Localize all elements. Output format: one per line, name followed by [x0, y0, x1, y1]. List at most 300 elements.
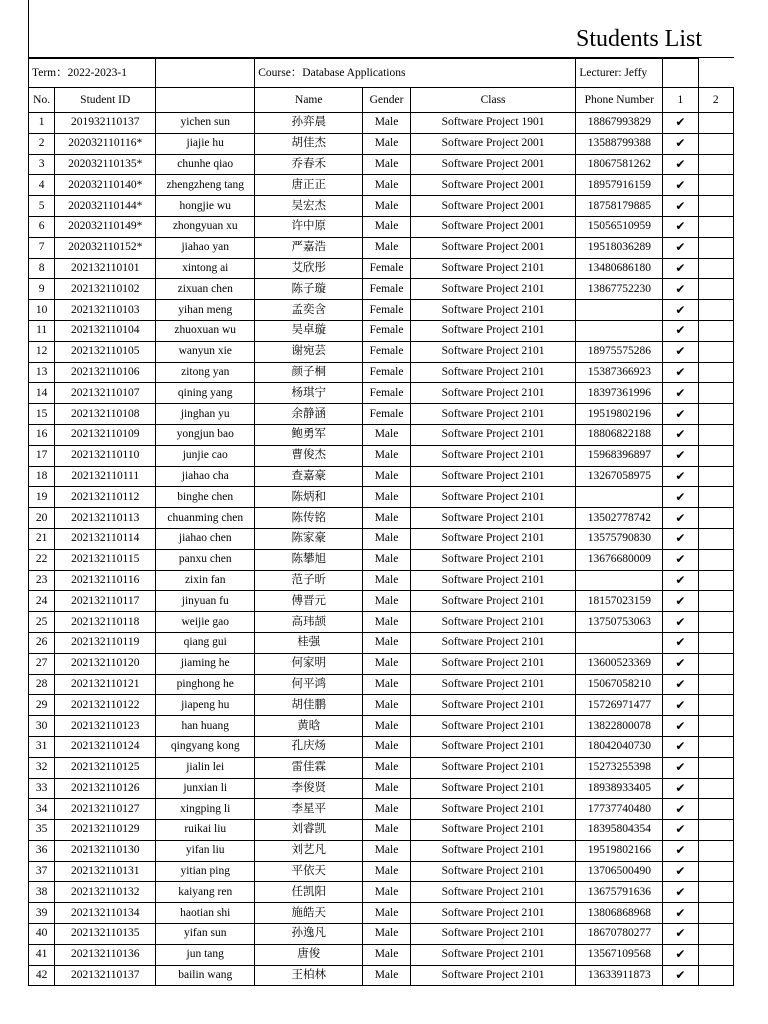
row-no-cell: 36 — [29, 840, 55, 861]
phone-cell: 18938933405 — [576, 778, 663, 799]
phone-cell: 13867752230 — [576, 279, 663, 300]
session-2-cell — [698, 341, 733, 362]
student-id-cell: 202132110110 — [55, 445, 156, 466]
name-cell: 陈攀旭 — [255, 549, 363, 570]
student-id-cell: 202132110136 — [55, 944, 156, 965]
check-icon: ✔ — [663, 965, 698, 986]
session-2-cell — [698, 612, 733, 633]
header-pinyin — [156, 88, 255, 113]
class-cell: Software Project 2101 — [410, 840, 576, 861]
name-cell: 黄晗 — [255, 716, 363, 737]
row-no-cell: 4 — [29, 175, 55, 196]
gender-cell: Male — [363, 133, 410, 154]
pinyin-name-cell: zhengzheng tang — [156, 175, 255, 196]
phone-cell: 15056510959 — [576, 216, 663, 237]
table-row — [29, 882, 734, 903]
session-2-cell — [698, 799, 733, 820]
class-cell: Software Project 2101 — [410, 341, 576, 362]
student-id-cell: 202132110104 — [55, 320, 156, 341]
student-id-cell: 202132110131 — [55, 861, 156, 882]
class-cell: Software Project 2001 — [410, 237, 576, 258]
gender-cell: Male — [363, 612, 410, 633]
name-cell: 查嘉豪 — [255, 466, 363, 487]
session-2-cell — [698, 424, 733, 445]
row-no-cell: 1 — [29, 113, 55, 134]
gender-cell: Female — [363, 341, 410, 362]
student-id-cell: 202132110132 — [55, 882, 156, 903]
class-cell: Software Project 2101 — [410, 653, 576, 674]
gender-cell: Male — [363, 445, 410, 466]
name-cell: 颜子桐 — [255, 362, 363, 383]
session-2-cell — [698, 320, 733, 341]
student-id-cell: 202132110134 — [55, 903, 156, 924]
session-2-cell — [698, 113, 733, 134]
name-cell: 孙逸凡 — [255, 924, 363, 945]
student-id-cell: 202132110130 — [55, 840, 156, 861]
class-cell: Software Project 2101 — [410, 591, 576, 612]
student-id-cell: 202132110123 — [55, 716, 156, 737]
session-2-cell — [698, 362, 733, 383]
row-no-cell: 13 — [29, 362, 55, 383]
class-cell: Software Project 1901 — [410, 113, 576, 134]
table-row — [29, 113, 734, 134]
gender-cell: Male — [363, 674, 410, 695]
session-2-cell — [698, 778, 733, 799]
meta-row — [29, 59, 734, 88]
table-row — [29, 258, 734, 279]
header-session-1: 1 — [663, 88, 698, 113]
pinyin-name-cell: jinyuan fu — [156, 591, 255, 612]
gender-cell: Female — [363, 279, 410, 300]
check-icon: ✔ — [663, 612, 698, 633]
phone-cell — [576, 487, 663, 508]
session-2-cell — [698, 549, 733, 570]
table-row — [29, 944, 734, 965]
check-icon: ✔ — [663, 383, 698, 404]
table-row — [29, 861, 734, 882]
name-cell: 桂强 — [255, 632, 363, 653]
name-cell: 鲍勇军 — [255, 424, 363, 445]
name-cell: 李星平 — [255, 799, 363, 820]
student-id-cell: 201932110137 — [55, 113, 156, 134]
session-2-cell — [698, 903, 733, 924]
check-icon: ✔ — [663, 320, 698, 341]
row-no-cell: 3 — [29, 154, 55, 175]
check-icon: ✔ — [663, 695, 698, 716]
pinyin-name-cell: yifan sun — [156, 924, 255, 945]
pinyin-name-cell: yifan liu — [156, 840, 255, 861]
row-no-cell: 7 — [29, 237, 55, 258]
pinyin-name-cell: zixuan chen — [156, 279, 255, 300]
gender-cell: Male — [363, 113, 410, 134]
term-cell: Term：2022-2023-1 — [29, 59, 156, 88]
session-2-cell — [698, 965, 733, 986]
pinyin-name-cell: xintong ai — [156, 258, 255, 279]
phone-cell: 13806868968 — [576, 903, 663, 924]
name-cell: 陈传铭 — [255, 508, 363, 529]
check-icon: ✔ — [663, 216, 698, 237]
name-cell: 孟奕含 — [255, 300, 363, 321]
title-row — [28, 0, 734, 58]
gender-cell: Male — [363, 549, 410, 570]
student-id-cell: 202132110101 — [55, 258, 156, 279]
name-cell: 陈炳和 — [255, 487, 363, 508]
table-row — [29, 404, 734, 425]
table-row — [29, 653, 734, 674]
phone-cell: 13502778742 — [576, 508, 663, 529]
class-cell: Software Project 2101 — [410, 674, 576, 695]
pinyin-name-cell: junxian li — [156, 778, 255, 799]
check-icon: ✔ — [663, 113, 698, 134]
student-id-cell: 202032110116* — [55, 133, 156, 154]
gender-cell: Male — [363, 716, 410, 737]
phone-cell: 18975575286 — [576, 341, 663, 362]
check-icon: ✔ — [663, 237, 698, 258]
class-cell: Software Project 2101 — [410, 487, 576, 508]
class-cell: Software Project 2101 — [410, 549, 576, 570]
meta-empty-cell — [698, 59, 733, 88]
class-cell: Software Project 2001 — [410, 133, 576, 154]
class-cell: Software Project 2101 — [410, 965, 576, 986]
pinyin-name-cell: haotian shi — [156, 903, 255, 924]
header-session-2: 2 — [698, 88, 733, 113]
pinyin-name-cell: bailin wang — [156, 965, 255, 986]
name-cell: 何家明 — [255, 653, 363, 674]
session-2-cell — [698, 528, 733, 549]
table-row — [29, 965, 734, 986]
gender-cell: Male — [363, 570, 410, 591]
pinyin-name-cell: xingping li — [156, 799, 255, 820]
student-id-cell: 202132110125 — [55, 757, 156, 778]
student-id-cell: 202132110111 — [55, 466, 156, 487]
session-2-cell — [698, 445, 733, 466]
header-no: No. — [29, 88, 55, 113]
session-2-cell — [698, 924, 733, 945]
check-icon: ✔ — [663, 466, 698, 487]
student-id-cell: 202132110121 — [55, 674, 156, 695]
student-id-cell: 202032110140* — [55, 175, 156, 196]
session-2-cell — [698, 882, 733, 903]
gender-cell: Male — [363, 237, 410, 258]
check-icon: ✔ — [663, 861, 698, 882]
pinyin-name-cell: chuanming chen — [156, 508, 255, 529]
student-id-cell: 202132110103 — [55, 300, 156, 321]
session-2-cell — [698, 570, 733, 591]
phone-cell — [576, 300, 663, 321]
session-2-cell — [698, 487, 733, 508]
phone-cell: 18670780277 — [576, 924, 663, 945]
row-no-cell: 28 — [29, 674, 55, 695]
session-2-cell — [698, 196, 733, 217]
pinyin-name-cell: jiapeng hu — [156, 695, 255, 716]
student-id-cell: 202132110102 — [55, 279, 156, 300]
pinyin-name-cell: ruikai liu — [156, 820, 255, 841]
class-cell: Software Project 2101 — [410, 383, 576, 404]
phone-cell: 15726971477 — [576, 695, 663, 716]
student-id-cell: 202132110109 — [55, 424, 156, 445]
lecturer-cell: Lecturer: Jeffy — [576, 59, 663, 88]
phone-cell: 13750753063 — [576, 612, 663, 633]
course-cell: Course：Database Applications — [255, 59, 576, 88]
class-cell: Software Project 2101 — [410, 300, 576, 321]
table-row — [29, 362, 734, 383]
check-icon: ✔ — [663, 487, 698, 508]
session-2-cell — [698, 591, 733, 612]
table-row — [29, 778, 734, 799]
check-icon: ✔ — [663, 944, 698, 965]
pinyin-name-cell: yichen sun — [156, 113, 255, 134]
check-icon: ✔ — [663, 258, 698, 279]
class-cell: Software Project 2101 — [410, 695, 576, 716]
phone-cell: 13575790830 — [576, 528, 663, 549]
table-row — [29, 903, 734, 924]
student-id-cell: 202132110113 — [55, 508, 156, 529]
gender-cell: Male — [363, 196, 410, 217]
phone-cell: 18806822188 — [576, 424, 663, 445]
pinyin-name-cell: jinghan yu — [156, 404, 255, 425]
session-2-cell — [698, 632, 733, 653]
class-cell: Software Project 2101 — [410, 508, 576, 529]
gender-cell: Male — [363, 216, 410, 237]
students-sheet — [28, 0, 734, 986]
gender-cell: Male — [363, 154, 410, 175]
student-id-cell: 202132110116 — [55, 570, 156, 591]
table-row — [29, 175, 734, 196]
table-row — [29, 924, 734, 945]
session-2-cell — [698, 466, 733, 487]
session-2-cell — [698, 237, 733, 258]
student-id-cell: 202132110114 — [55, 528, 156, 549]
row-no-cell: 31 — [29, 736, 55, 757]
phone-cell: 13600523369 — [576, 653, 663, 674]
header-student-id: Student ID — [55, 88, 156, 113]
phone-cell: 18758179885 — [576, 196, 663, 217]
session-2-cell — [698, 674, 733, 695]
name-cell: 李俊贤 — [255, 778, 363, 799]
phone-cell: 18042040730 — [576, 736, 663, 757]
pinyin-name-cell: binghe chen — [156, 487, 255, 508]
table-row — [29, 570, 734, 591]
class-cell: Software Project 2101 — [410, 632, 576, 653]
row-no-cell: 14 — [29, 383, 55, 404]
session-2-cell — [698, 404, 733, 425]
phone-cell: 13567109568 — [576, 944, 663, 965]
table-row — [29, 300, 734, 321]
student-id-cell: 202132110126 — [55, 778, 156, 799]
name-cell: 乔春禾 — [255, 154, 363, 175]
pinyin-name-cell: yitian ping — [156, 861, 255, 882]
gender-cell: Female — [363, 362, 410, 383]
name-cell: 胡佳鹏 — [255, 695, 363, 716]
pinyin-name-cell: qingyang kong — [156, 736, 255, 757]
class-cell: Software Project 2101 — [410, 528, 576, 549]
session-2-cell — [698, 216, 733, 237]
student-id-cell: 202132110129 — [55, 820, 156, 841]
meta-empty-cell — [156, 59, 255, 88]
gender-cell: Female — [363, 404, 410, 425]
check-icon: ✔ — [663, 175, 698, 196]
table-row — [29, 632, 734, 653]
phone-cell: 18957916159 — [576, 175, 663, 196]
check-icon: ✔ — [663, 799, 698, 820]
class-cell: Software Project 2101 — [410, 279, 576, 300]
gender-cell: Male — [363, 924, 410, 945]
student-id-cell: 202132110124 — [55, 736, 156, 757]
check-icon: ✔ — [663, 903, 698, 924]
table-row — [29, 736, 734, 757]
pinyin-name-cell: junjie cao — [156, 445, 255, 466]
check-icon: ✔ — [663, 133, 698, 154]
check-icon: ✔ — [663, 404, 698, 425]
check-icon: ✔ — [663, 196, 698, 217]
row-no-cell: 19 — [29, 487, 55, 508]
pinyin-name-cell: jiajie hu — [156, 133, 255, 154]
row-no-cell: 15 — [29, 404, 55, 425]
pinyin-name-cell: qiang gui — [156, 632, 255, 653]
class-cell: Software Project 2101 — [410, 861, 576, 882]
class-cell: Software Project 2001 — [410, 154, 576, 175]
class-cell: Software Project 2101 — [410, 757, 576, 778]
gender-cell: Male — [363, 632, 410, 653]
row-no-cell: 9 — [29, 279, 55, 300]
header-gender: Gender — [363, 88, 410, 113]
phone-cell: 15387366923 — [576, 362, 663, 383]
table-row — [29, 216, 734, 237]
class-cell: Software Project 2101 — [410, 612, 576, 633]
name-cell: 刘睿凯 — [255, 820, 363, 841]
class-cell: Software Project 2101 — [410, 320, 576, 341]
session-2-cell — [698, 653, 733, 674]
gender-cell: Male — [363, 799, 410, 820]
meta-empty-cell — [663, 59, 698, 88]
name-cell: 唐正正 — [255, 175, 363, 196]
session-2-cell — [698, 695, 733, 716]
table-row — [29, 341, 734, 362]
pinyin-name-cell: chunhe qiao — [156, 154, 255, 175]
row-no-cell: 38 — [29, 882, 55, 903]
student-id-cell: 202132110120 — [55, 653, 156, 674]
table-row — [29, 237, 734, 258]
pinyin-name-cell: zhongyuan xu — [156, 216, 255, 237]
name-cell: 严嘉浩 — [255, 237, 363, 258]
row-no-cell: 26 — [29, 632, 55, 653]
name-cell: 雷佳霖 — [255, 757, 363, 778]
class-cell: Software Project 2101 — [410, 716, 576, 737]
gender-cell: Male — [363, 591, 410, 612]
class-cell: Software Project 2101 — [410, 799, 576, 820]
name-cell: 吴卓璇 — [255, 320, 363, 341]
class-cell: Software Project 2001 — [410, 196, 576, 217]
check-icon: ✔ — [663, 362, 698, 383]
name-cell: 施皓天 — [255, 903, 363, 924]
student-id-cell: 202132110137 — [55, 965, 156, 986]
name-cell: 陈子璇 — [255, 279, 363, 300]
table-row — [29, 445, 734, 466]
header-class: Class — [410, 88, 576, 113]
phone-cell: 17737740480 — [576, 799, 663, 820]
phone-cell: 13706500490 — [576, 861, 663, 882]
student-id-cell: 202132110112 — [55, 487, 156, 508]
class-cell: Software Project 2101 — [410, 903, 576, 924]
table-row — [29, 154, 734, 175]
name-cell: 刘艺凡 — [255, 840, 363, 861]
pinyin-name-cell: panxu chen — [156, 549, 255, 570]
student-id-cell: 202132110118 — [55, 612, 156, 633]
session-2-cell — [698, 175, 733, 196]
student-id-cell: 202132110108 — [55, 404, 156, 425]
class-cell: Software Project 2101 — [410, 882, 576, 903]
table-row — [29, 528, 734, 549]
pinyin-name-cell: han huang — [156, 716, 255, 737]
phone-cell: 13633911873 — [576, 965, 663, 986]
pinyin-name-cell: jiahao cha — [156, 466, 255, 487]
row-no-cell: 35 — [29, 820, 55, 841]
row-no-cell: 2 — [29, 133, 55, 154]
phone-cell — [576, 320, 663, 341]
student-id-cell: 202032110149* — [55, 216, 156, 237]
student-id-cell: 202132110135 — [55, 924, 156, 945]
table-row — [29, 279, 734, 300]
phone-cell: 19518036289 — [576, 237, 663, 258]
name-cell: 高玮颉 — [255, 612, 363, 633]
table-row — [29, 820, 734, 841]
check-icon: ✔ — [663, 528, 698, 549]
phone-cell: 15968396897 — [576, 445, 663, 466]
class-cell: Software Project 2101 — [410, 944, 576, 965]
session-2-cell — [698, 757, 733, 778]
name-cell: 胡佳杰 — [255, 133, 363, 154]
row-no-cell: 10 — [29, 300, 55, 321]
row-no-cell: 6 — [29, 216, 55, 237]
phone-cell: 19519802166 — [576, 840, 663, 861]
gender-cell: Male — [363, 528, 410, 549]
row-no-cell: 5 — [29, 196, 55, 217]
pinyin-name-cell: jiahao chen — [156, 528, 255, 549]
gender-cell: Female — [363, 300, 410, 321]
check-icon: ✔ — [663, 445, 698, 466]
check-icon: ✔ — [663, 591, 698, 612]
session-2-cell — [698, 716, 733, 737]
class-cell: Software Project 2101 — [410, 778, 576, 799]
row-no-cell: 37 — [29, 861, 55, 882]
pinyin-name-cell: zitong yan — [156, 362, 255, 383]
row-no-cell: 27 — [29, 653, 55, 674]
name-cell: 孙弈晨 — [255, 113, 363, 134]
student-id-cell: 202132110105 — [55, 341, 156, 362]
student-id-cell: 202132110122 — [55, 695, 156, 716]
row-no-cell: 40 — [29, 924, 55, 945]
pinyin-name-cell: zhuoxuan wu — [156, 320, 255, 341]
gender-cell: Male — [363, 695, 410, 716]
name-cell: 谢宛芸 — [255, 341, 363, 362]
name-cell: 许中原 — [255, 216, 363, 237]
table-row — [29, 549, 734, 570]
row-no-cell: 8 — [29, 258, 55, 279]
gender-cell: Male — [363, 882, 410, 903]
session-2-cell — [698, 383, 733, 404]
gender-cell: Male — [363, 965, 410, 986]
table-row — [29, 196, 734, 217]
row-no-cell: 11 — [29, 320, 55, 341]
check-icon: ✔ — [663, 778, 698, 799]
header-phone: Phone Number — [576, 88, 663, 113]
phone-cell: 15273255398 — [576, 757, 663, 778]
table-row — [29, 487, 734, 508]
phone-cell: 13675791636 — [576, 882, 663, 903]
phone-cell: 13588799388 — [576, 133, 663, 154]
student-id-cell: 202132110127 — [55, 799, 156, 820]
row-no-cell: 41 — [29, 944, 55, 965]
